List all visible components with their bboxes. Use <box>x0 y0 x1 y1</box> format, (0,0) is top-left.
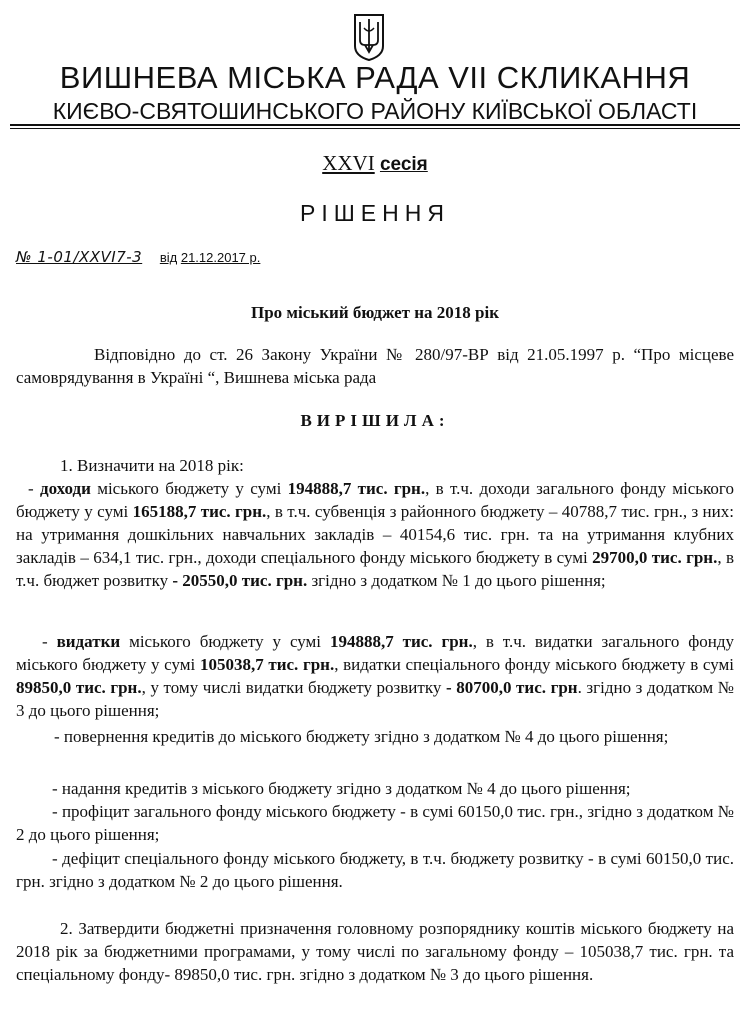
bold-run: видатки <box>56 632 121 651</box>
bold-run: 194888,7 тис. грн. <box>287 479 426 498</box>
bold-run: - 80700,0 тис. грн <box>445 678 578 697</box>
text-run: - <box>42 632 57 651</box>
bold-run: 105038,7 тис. грн. <box>199 655 335 674</box>
registration-number: № 1-01/XXVI7-3 <box>16 248 143 266</box>
document-heading: Про міський бюджет на 2018 рік <box>250 303 500 322</box>
text-run: міського бюджету у сумі <box>90 479 288 498</box>
text-run: , у тому числі видатки бюджету розвитку <box>141 678 446 697</box>
text-run: . згідно з додатком № 3 до цього рішення; <box>16 678 734 720</box>
trident-icon <box>351 12 387 62</box>
bold-run: 29700,0 тис. грн. <box>592 548 718 567</box>
item1-loans-return: - повернення кредитів до міського бюджету згідно з додатком № 4 до цього рішення; <box>54 727 669 746</box>
text-run: , в т.ч. субвенція з районного бюджету – 40788,7 тис. грн., з них: на утримання дошкільних навчальних закладів – 40154,6 тис. грн. та на утримання клубних закладів – 634,1 тис. грн., доходи спеціального фонду міського бюджету в сумі <box>16 502 734 567</box>
bold-run: 89850,0 тис. грн. <box>16 678 142 697</box>
registration-date: 21.12.2017 р. <box>180 250 261 265</box>
item1-surplus: - профіцит загального фонду міського бюджету - в сумі 60150,0 тис. грн., згідно з додатком № 2 до цього рішення; <box>16 802 734 844</box>
item1-loans-grant: - надання кредитів з міського бюджету згідно з додатком № 4 до цього рішення; <box>52 779 631 798</box>
text-run: - <box>28 479 40 498</box>
text-run: , в т.ч. доходи загального фонду міського бюджету у сумі <box>16 479 734 521</box>
session-label <box>0 151 750 176</box>
bold-run: доходи <box>39 479 91 498</box>
session-number: XXVI <box>322 151 375 175</box>
item1-income-paragraph <box>16 477 734 592</box>
session-word: сесія <box>379 154 428 175</box>
text-run: , видатки спеціального фонду міського бюджету в сумі <box>334 655 734 674</box>
council-title: ВИШНЕВА МІСЬКА РАДА VII СКЛИКАННЯ <box>59 60 691 95</box>
item1-title: 1. Визначити на 2018 рік: <box>60 456 244 475</box>
bold-run: - 20550,0 тис. грн. <box>172 571 308 590</box>
decision-title: РІШЕННЯ <box>300 200 450 226</box>
item1-deficit: - дефіцит спеціального фонду міського бюджету, в т.ч. бюджету розвитку - в сумі 60150,0 тис. грн. згідно з додатком № 2 до цього рішення. <box>16 849 734 891</box>
item2-paragraph: 2. Затвердити бюджетні призначення головному розпоряднику коштів міського бюджету на 2018 рік за бюджетними програмами, у тому числі по загальному фонду – 105038,7 тис. грн. та спеціальному фонду- 89850,0 тис. грн. згідно з додатком № 3 до цього рішення. <box>16 919 734 984</box>
text-run: згідно з додатком № 1 до цього рішення; <box>307 571 606 590</box>
header-rule <box>10 124 740 126</box>
registration-from-label: від <box>159 250 178 265</box>
resolved-heading: ВИРІШИЛА: <box>300 411 450 430</box>
registration-line <box>16 248 260 266</box>
text-run: , в т.ч. видатки загального фонду міського бюджету у сумі <box>16 632 734 674</box>
header-rule-thin <box>10 128 740 129</box>
bold-run: 194888,7 тис. грн. <box>329 632 473 651</box>
bold-run: 165188,7 тис. грн. <box>132 502 267 521</box>
intro-paragraph: Відповідно до ст. 26 Закону України № 280/97-ВР від 21.05.1997 р. “Про місцеве самоврядування в Україні “, Вишнева міська рада <box>16 345 734 387</box>
text-run: , в т.ч. бюджет розвитку <box>16 548 734 590</box>
council-subtitle: КИЄВО-СВЯТОШИНСЬКОГО РАЙОНУ КИЇВСЬКОЇ ОБЛАСТІ <box>52 98 698 124</box>
item1-expenses-paragraph <box>16 630 734 722</box>
text-run: міського бюджету у сумі <box>120 632 330 651</box>
